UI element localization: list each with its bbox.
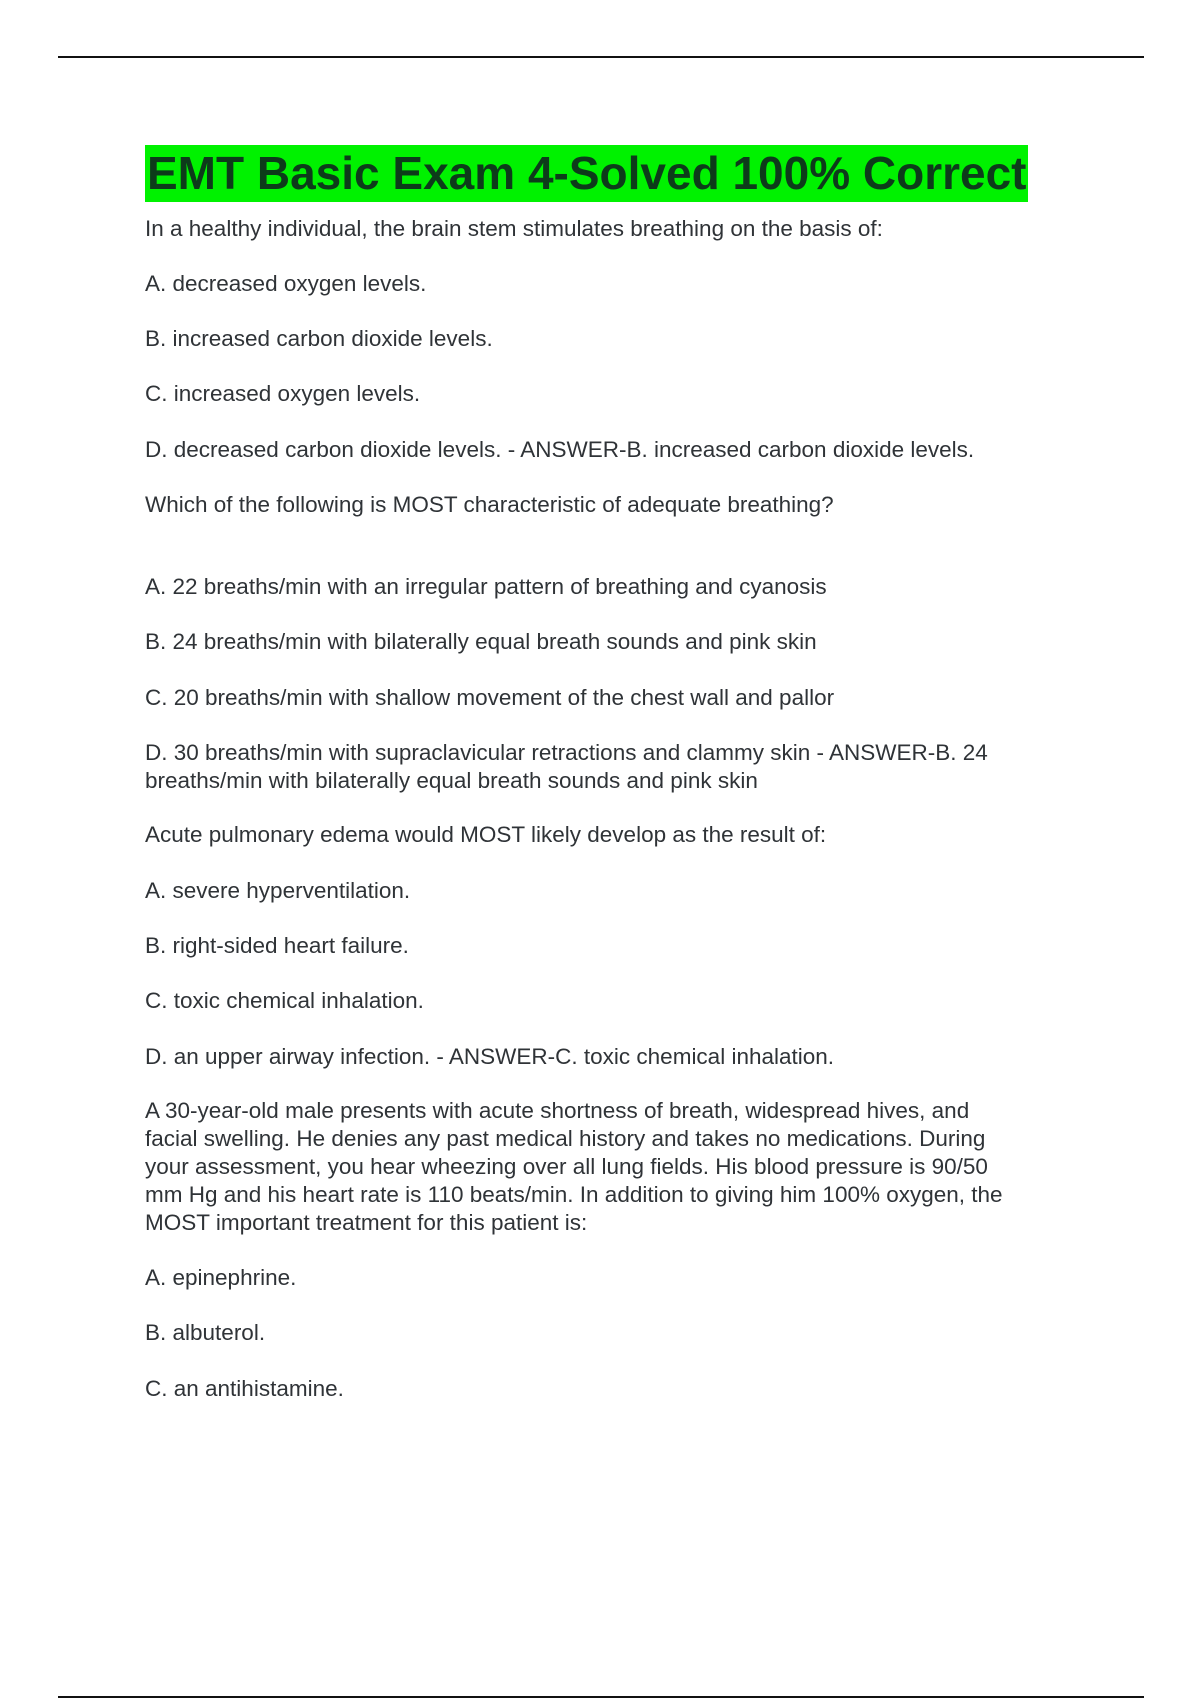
q2-option-c: C. 20 breaths/min with shallow movement of the chest wall and pallor xyxy=(145,685,835,710)
q2-option-b: B. 24 breaths/min with bilaterally equal breath sounds and pink skin xyxy=(145,629,817,654)
document-body xyxy=(145,145,1080,1403)
q3-option-c: C. toxic chemical inhalation. xyxy=(145,988,424,1013)
question-4-line-1: A 30-year-old male presents with acute shortness of breath, widespread hives, and xyxy=(145,1098,970,1123)
q2-option-d-line-1: D. 30 breaths/min with supraclavicular retractions and clammy skin - ANSWER-B. 24 xyxy=(145,740,988,765)
q3-option-b: B. right-sided heart failure. xyxy=(145,933,409,958)
q4-option-c: C. an antihistamine. xyxy=(145,1376,344,1401)
document-title: EMT Basic Exam 4-Solved 100% Correct xyxy=(145,145,1028,202)
q2-option-d-line-2: breaths/min with bilaterally equal breath sounds and pink skin xyxy=(145,768,758,793)
question-4 xyxy=(145,1097,1080,1237)
question-4-line-4: mm Hg and his heart rate is 110 beats/min. In addition to giving him 100% oxygen, the xyxy=(145,1182,1003,1207)
q2-option-d-answer xyxy=(145,739,1080,795)
q3-option-a: A. severe hyperventilation. xyxy=(145,878,411,903)
q4-option-a: A. epinephrine. xyxy=(145,1265,297,1290)
q1-option-a: A. decreased oxygen levels. xyxy=(145,271,427,296)
question-4-line-2: facial swelling. He denies any past medical history and takes no medications. During xyxy=(145,1126,986,1151)
q3-option-d-answer: D. an upper airway infection. - ANSWER-C. toxic chemical inhalation. xyxy=(145,1044,835,1069)
q1-option-c: C. increased oxygen levels. xyxy=(145,381,421,406)
q1-option-b: B. increased carbon dioxide levels. xyxy=(145,326,493,351)
question-1: In a healthy individual, the brain stem stimulates breathing on the basis of: xyxy=(145,216,883,241)
q1-option-d-answer: D. decreased carbon dioxide levels. - ANSWER-B. increased carbon dioxide levels. xyxy=(145,437,975,462)
question-2: Which of the following is MOST characteristic of adequate breathing? xyxy=(145,492,834,517)
header-rule xyxy=(58,56,1144,58)
q4-option-b: B. albuterol. xyxy=(145,1320,266,1345)
question-4-line-3: your assessment, you hear wheezing over all lung fields. His blood pressure is 90/50 xyxy=(145,1154,988,1179)
question-4-line-5: MOST important treatment for this patient is: xyxy=(145,1210,588,1235)
footer-rule xyxy=(58,1696,1144,1698)
q2-option-a: A. 22 breaths/min with an irregular pattern of breathing and cyanosis xyxy=(145,574,827,599)
question-3: Acute pulmonary edema would MOST likely develop as the result of: xyxy=(145,822,827,847)
